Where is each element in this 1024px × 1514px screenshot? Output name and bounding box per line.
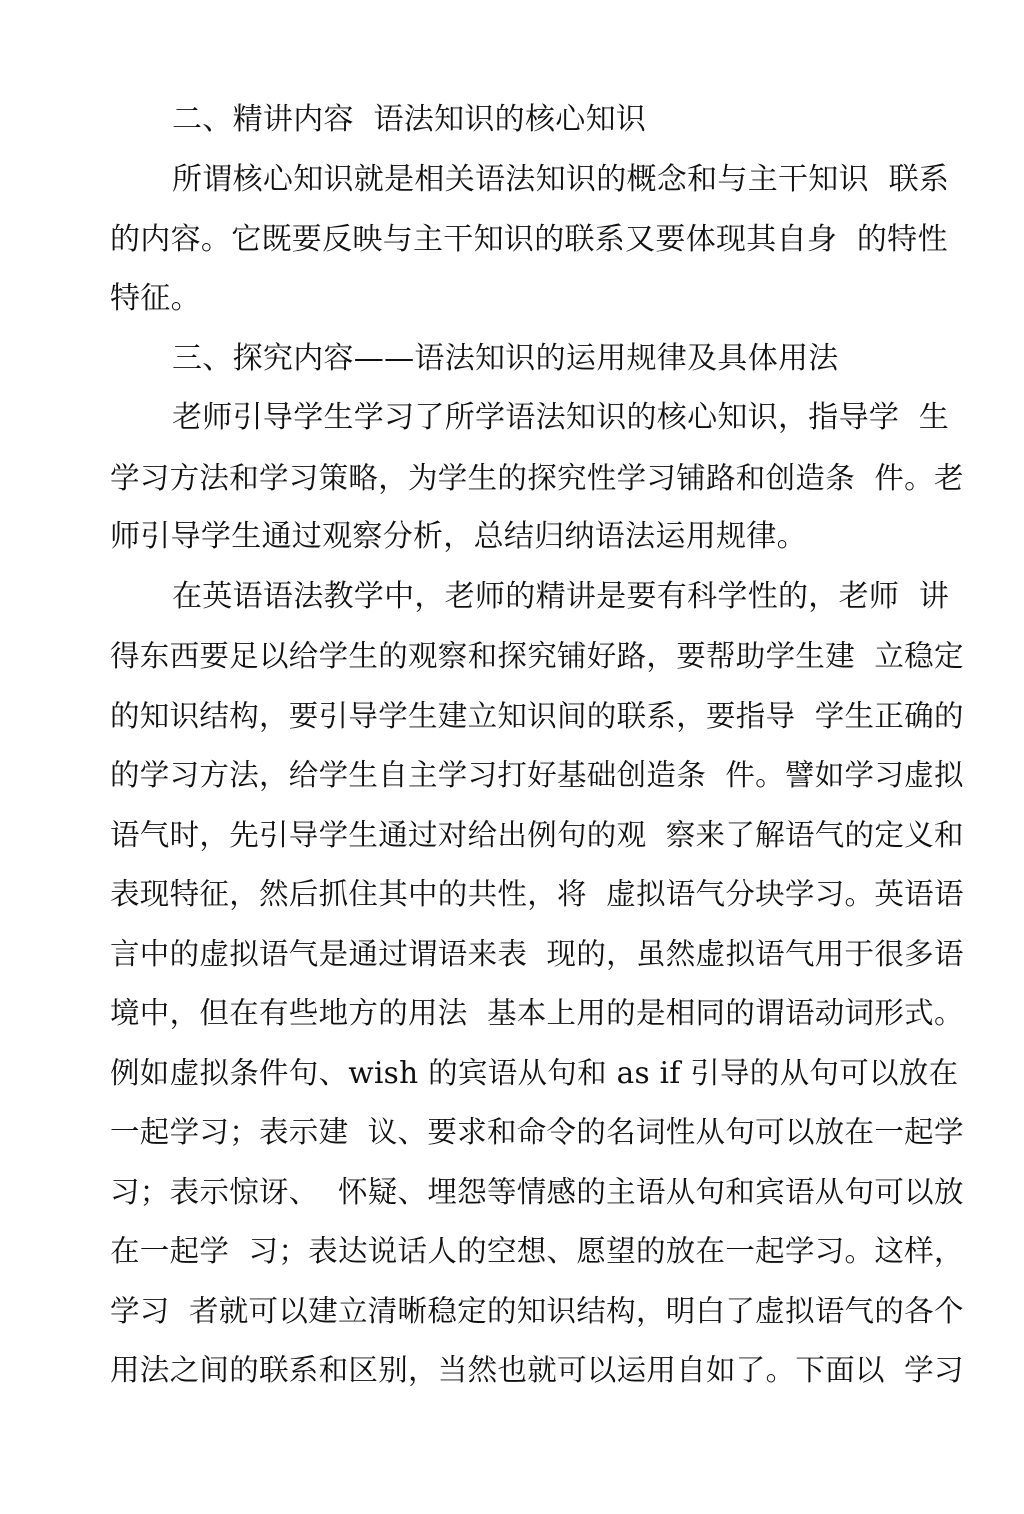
paragraph-line: 言中的虚拟语气是通过谓语来表 现的，虽然虚拟语气用于很多语 — [110, 937, 964, 971]
paragraph-line: 习；表示惊讶、 怀疑、埋怨等情感的主语从句和宾语从句可以放 — [110, 1175, 964, 1209]
paragraph-line: 在英语语法教学中，老师的精讲是要有科学性的，老师 讲 — [172, 579, 950, 614]
paragraph-line: 的内容。它既要反映与主干知识的联系又要体现其自身 的特性 — [110, 222, 948, 257]
paragraph-line: 例如虚拟条件句、wish 的宾语从句和 as if 引导的从句可以放在 — [110, 1056, 959, 1090]
section-heading-2: 二、精讲内容 语法知识的核心知识 — [172, 102, 647, 137]
paragraph-line: 的学习方法，给学生自主学习打好基础创造条 件。譬如学习虚拟 — [110, 758, 964, 792]
section-heading-3: 三、探究内容——语法知识的运用规律及具体用法 — [172, 341, 839, 376]
paragraph-line: 语气时，先引导学生通过对给出例句的观 察来了解语气的定义和 — [110, 818, 964, 852]
paragraph-line: 特征。 — [110, 281, 201, 316]
paragraph-line: 境中，但在有些地方的用法 基本上用的是相同的谓语动词形式。 — [110, 996, 964, 1030]
paragraph-line: 得东西要足以给学生的观察和探究铺好路，要帮助学生建 立稳定 — [110, 639, 964, 673]
paragraph-line: 学习方法和学习策略，为学生的探究性学习铺路和创造条 件。老 — [110, 461, 964, 495]
paragraph-line: 学习 者就可以建立清晰稳定的知识结构，明白了虚拟语气的各个 — [110, 1294, 964, 1328]
paragraph-line: 老师引导学生学习了所学语法知识的核心知识，指导学 生 — [172, 400, 950, 435]
paragraph-line: 用法之间的联系和区别，当然也就可以运用自如了。下面以 学习 — [110, 1353, 964, 1387]
paragraph-line: 所谓核心知识就是相关语法知识的概念和与主干知识 联系 — [172, 162, 950, 197]
paragraph-line: 师引导学生通过观察分析，总结归纳语法运用规律。 — [110, 519, 807, 554]
paragraph-line: 在一起学 习；表达说话人的空想、愿望的放在一起学习。这样， — [110, 1234, 964, 1268]
paragraph-line: 的知识结构，要引导学生建立知识间的联系，要指导 学生正确的 — [110, 699, 964, 733]
paragraph-line: 表现特征，然后抓住其中的共性，将 虚拟语气分块学习。英语语 — [110, 877, 964, 911]
paragraph-line: 一起学习；表示建 议、要求和命令的名词性从句可以放在一起学 — [110, 1115, 964, 1149]
